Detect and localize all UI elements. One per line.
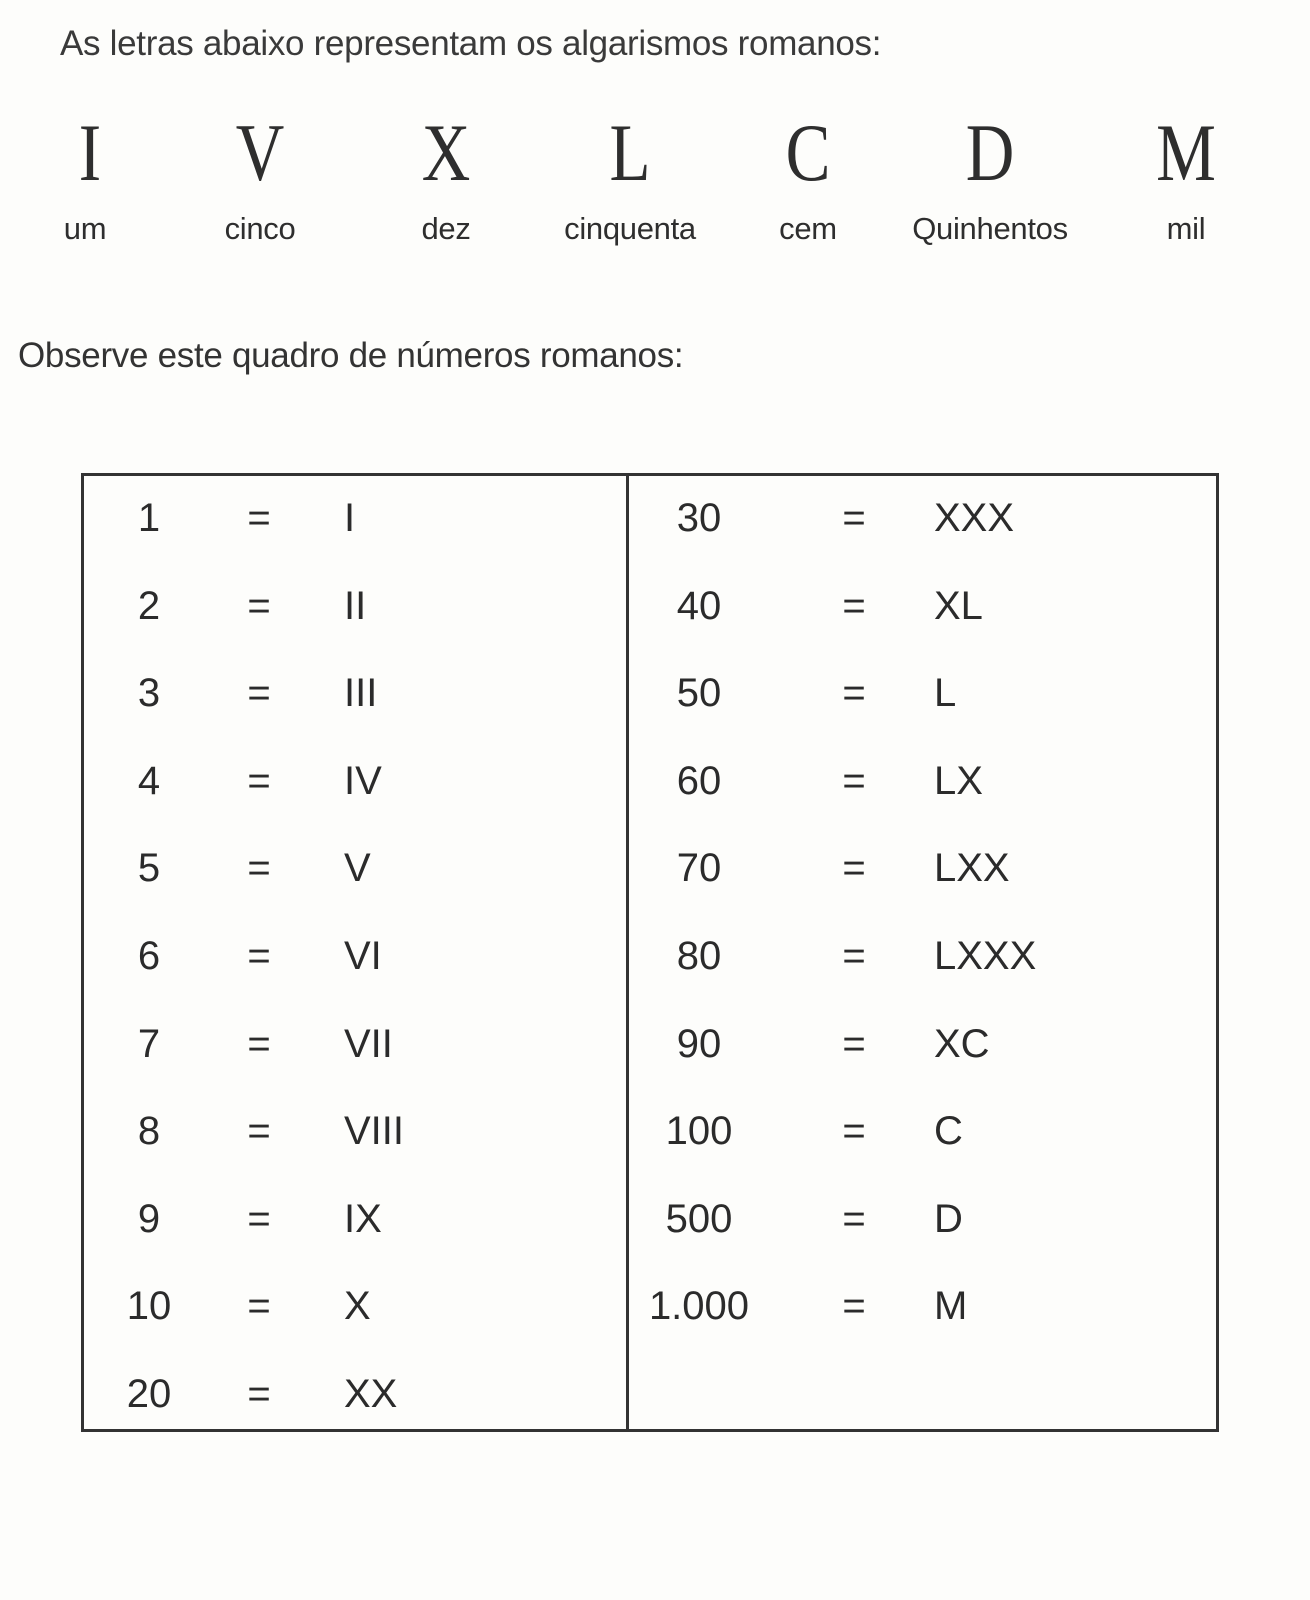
equals-sign: =: [247, 934, 271, 978]
letter-d: [890, 105, 1090, 247]
table-row: [629, 759, 1219, 819]
table-row: [84, 1284, 626, 1344]
table-row: [84, 496, 626, 556]
equals-sign: =: [842, 758, 866, 803]
roman-value: V: [344, 846, 371, 891]
roman-numerals-table: [81, 473, 1219, 1432]
roman-value: LX: [934, 758, 983, 803]
table-row: [629, 1284, 1219, 1344]
roman-value: VIII: [344, 1109, 405, 1154]
roman-value: X: [344, 1284, 371, 1329]
letter-word: cinco: [224, 211, 296, 246]
equals-sign: =: [842, 1284, 866, 1329]
equals-sign: =: [842, 583, 866, 628]
roman-value: XXX: [934, 496, 1015, 540]
letter-word: cem: [779, 211, 837, 246]
letter-symbol: C: [785, 107, 831, 198]
letter-word: cinquenta: [564, 211, 696, 246]
table-row: [629, 1022, 1219, 1082]
number-value: 500: [665, 1196, 733, 1241]
number-value: 60: [676, 758, 722, 803]
equals-sign: =: [842, 934, 866, 978]
letter-word: dez: [421, 211, 471, 246]
table-row: [629, 1109, 1219, 1169]
number-value: 100: [665, 1109, 733, 1154]
letter-word: um: [63, 211, 107, 246]
number-value: 1.000: [648, 1284, 750, 1329]
equals-sign: =: [842, 1021, 866, 1066]
equals-sign: =: [842, 1196, 866, 1241]
letter-x: [346, 105, 546, 247]
equals-sign: =: [247, 1021, 271, 1066]
table-row: [84, 1022, 626, 1082]
roman-value: IX: [344, 1196, 382, 1241]
number-value: 10: [126, 1284, 172, 1329]
letter-symbol: M: [1156, 107, 1216, 198]
roman-value: L: [934, 671, 957, 716]
roman-value: II: [344, 583, 367, 628]
number-value: 2: [137, 583, 161, 628]
number-value: 3: [137, 671, 161, 716]
roman-value: VII: [344, 1021, 393, 1066]
number-value: 50: [676, 671, 722, 716]
letter-symbol: D: [965, 107, 1015, 198]
table-row: [84, 846, 626, 906]
roman-value: D: [934, 1196, 963, 1241]
number-value: 6: [137, 934, 161, 978]
number-value: 80: [676, 934, 722, 978]
letter-word: Quinhentos: [912, 211, 1068, 246]
roman-value: VI: [344, 934, 382, 978]
roman-value: XL: [934, 583, 983, 628]
number-value: 9: [137, 1196, 161, 1241]
table-row: [629, 846, 1219, 906]
equals-sign: =: [842, 671, 866, 716]
equals-sign: =: [247, 1109, 271, 1154]
observe-text: Observe este quadro de números romanos:: [18, 336, 684, 375]
table-row: [84, 759, 626, 819]
letter-symbol: V: [235, 107, 285, 198]
roman-value: IV: [344, 758, 382, 803]
letter-symbol: I: [78, 107, 102, 198]
roman-value: LXXX: [934, 934, 1037, 978]
table-row: [629, 496, 1219, 556]
letter-symbol: X: [421, 107, 471, 198]
roman-value: M: [934, 1284, 968, 1329]
letter-c: [708, 105, 908, 247]
equals-sign: =: [247, 758, 271, 803]
number-value: 90: [676, 1021, 722, 1066]
number-value: 7: [137, 1021, 161, 1066]
equals-sign: =: [247, 846, 271, 891]
number-value: 4: [137, 758, 161, 803]
roman-value: LXX: [934, 846, 1010, 891]
table-row: [84, 1109, 626, 1169]
roman-value: XC: [934, 1021, 990, 1066]
letter-l: [530, 105, 730, 247]
letter-word: mil: [1166, 211, 1206, 246]
roman-value: III: [344, 671, 378, 716]
table-row: [84, 934, 626, 994]
number-value: 5: [137, 846, 161, 891]
roman-value: C: [934, 1109, 963, 1154]
roman-value: XX: [344, 1372, 398, 1416]
number-value: 1: [137, 496, 161, 540]
number-value: 40: [676, 583, 722, 628]
equals-sign: =: [247, 1196, 271, 1241]
table-row: [629, 584, 1219, 644]
table-row: [629, 671, 1219, 731]
letter-symbol: L: [609, 107, 651, 198]
number-value: 20: [126, 1372, 172, 1416]
equals-sign: =: [842, 846, 866, 891]
intro-text: As letras abaixo representam os algarismos romanos:: [60, 24, 882, 63]
table-row: [84, 1197, 626, 1257]
equals-sign: =: [842, 1109, 866, 1154]
letter-v: [160, 105, 360, 247]
number-value: 8: [137, 1109, 161, 1154]
table-row: [629, 1197, 1219, 1257]
table-row: [84, 1372, 626, 1432]
equals-sign: =: [247, 583, 271, 628]
equals-sign: =: [247, 1372, 271, 1416]
number-value: 30: [676, 496, 722, 540]
equals-sign: =: [842, 496, 866, 540]
letter-m: [1086, 105, 1286, 247]
equals-sign: =: [247, 671, 271, 716]
table-row: [629, 934, 1219, 994]
table-row: [84, 671, 626, 731]
roman-value: I: [344, 496, 356, 540]
number-value: 70: [676, 846, 722, 891]
equals-sign: =: [247, 496, 271, 540]
roman-letters-row: [0, 105, 1310, 265]
table-row: [84, 584, 626, 644]
equals-sign: =: [247, 1284, 271, 1329]
